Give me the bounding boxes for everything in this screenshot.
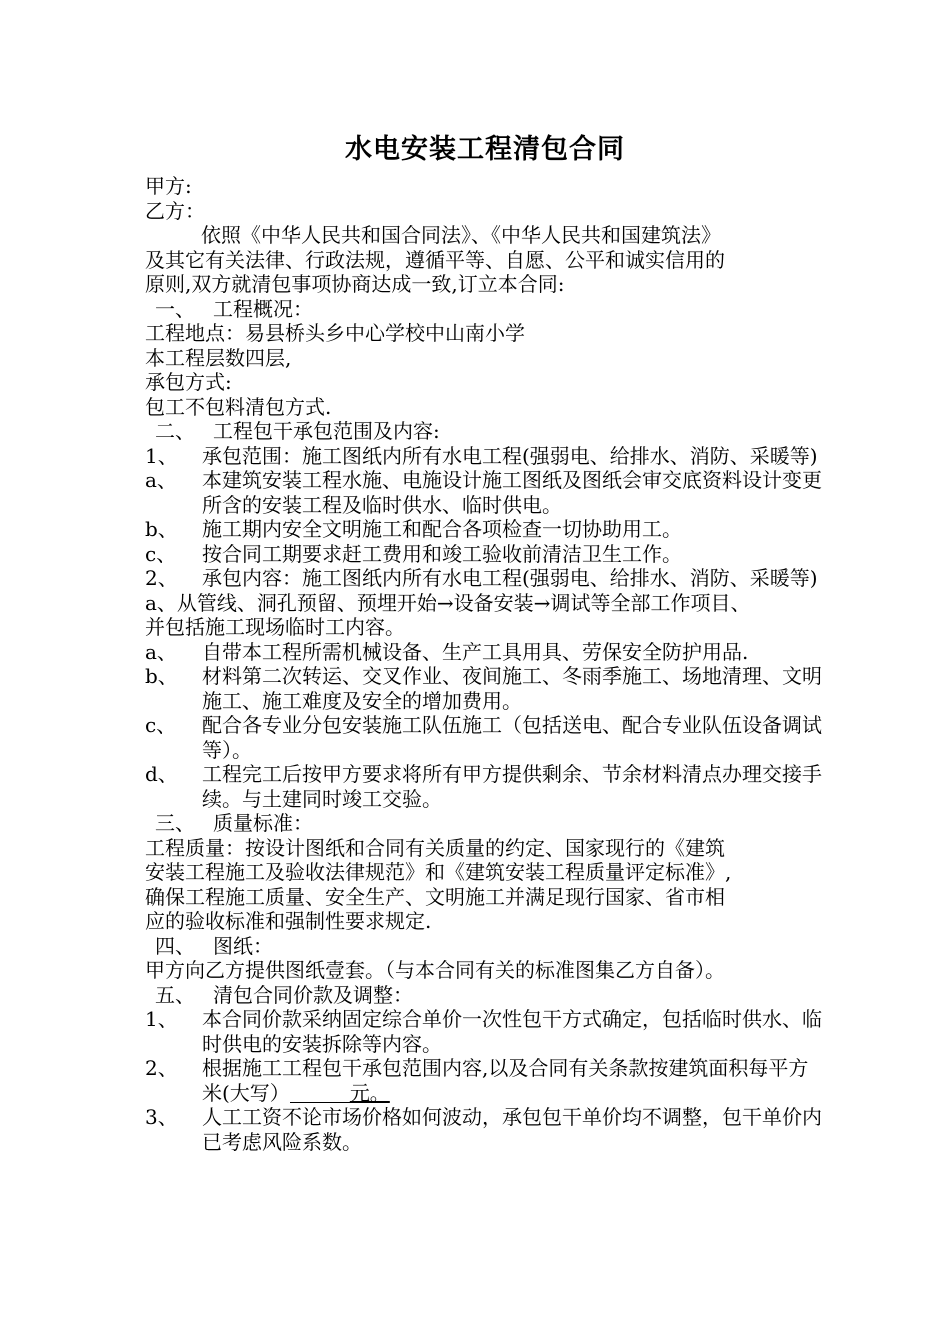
list-item — [145, 762, 825, 811]
list-text: 承包内容：施工图纸内所有水电工程(强弱电、给排水、消防、采暖等) — [202, 566, 818, 590]
body-line: 并包括施工现场临时工内容。 — [145, 615, 405, 639]
party-a-line: 甲方: — [145, 174, 192, 198]
body-line: 工程地点：易县桥头乡中心学校中山南小学 — [145, 321, 525, 345]
section-number: 五、 — [155, 982, 195, 1007]
list-item — [145, 664, 825, 713]
list-item — [145, 1007, 825, 1056]
list-text: 人工工资不论市场价格如何波动，承包包干单价均不调整，包干单价内已考虑风险系数。 — [202, 1105, 822, 1154]
list-item — [145, 517, 825, 542]
party-b-line: 乙方： — [145, 198, 205, 223]
section-heading — [145, 983, 825, 1008]
section-number: 四、 — [155, 933, 195, 958]
section-number: 一、 — [155, 296, 195, 321]
list-text: 工程完工后按甲方要求将所有甲方提供剩余、节余材料清点办理交接手续。与土建同时竣工交验。 — [202, 762, 822, 811]
list-text: 自带本工程所需机械设备、生产工具用具、劳保安全防护用品. — [202, 639, 749, 664]
section-title: 清包合同价款及调整： — [213, 982, 413, 1007]
section-heading — [145, 811, 825, 836]
list-text: 施工期内安全文明施工和配合各项检查一切协助用工。 — [202, 517, 682, 541]
body-line: 承包方式: — [145, 370, 232, 394]
contract-body — [145, 128, 825, 1154]
list-marker: c、 — [145, 541, 177, 566]
list-marker: 1、 — [145, 1007, 178, 1031]
list-text: 配合各专业分包安装施工队伍施工（包括送电、配合专业队伍设备调试等）。 — [202, 713, 822, 762]
section-number: 二、 — [155, 419, 195, 443]
list-item — [145, 1105, 825, 1154]
preamble-line: 及其它有关法律、行政法规，遵循平等、自愿、公平和诚实信用的 — [145, 247, 725, 272]
section-heading — [145, 297, 825, 322]
section-title: 工程概况： — [213, 296, 313, 321]
page-title: 水电安装工程清包合同 — [345, 134, 625, 165]
list-marker: d、 — [145, 762, 178, 786]
list-item — [145, 640, 825, 665]
section-heading — [145, 934, 825, 959]
list-marker: b、 — [145, 517, 178, 541]
list-item — [145, 713, 825, 762]
list-text: 本建筑安装工程水施、电施设计施工图纸及图纸会审交底资料设计变更所含的安装工程及临时供水、临时供电。 — [202, 468, 822, 517]
section-number: 三、 — [155, 811, 195, 835]
body-line: 工程质量：按设计图纸和合同有关质量的约定、国家现行的《建筑 — [145, 835, 725, 860]
list-item — [145, 542, 825, 567]
section-title: 图纸： — [213, 933, 273, 958]
list-marker: 2、 — [145, 566, 178, 590]
section-title: 工程包干承包范围及内容: — [213, 419, 440, 443]
list-marker: a、 — [145, 468, 177, 492]
preamble-line: 依照《中华人民共和国合同法》、《中华人民共和国建筑法》 — [201, 223, 721, 247]
body-line: 包工不包料清包方式. — [145, 394, 332, 419]
body-line: 应的验收标准和强制性要求规定. — [145, 909, 432, 933]
list-item — [145, 444, 825, 469]
body-line: 甲方向乙方提供图纸壹套。（与本合同有关的标准图集乙方自备）。 — [145, 958, 725, 982]
list-text: 本合同价款采纳固定综合单价一次性包干方式确定，包括临时供水、临时供电的安装拆除等内容。 — [202, 1007, 822, 1056]
list-item — [145, 468, 825, 517]
list-marker: 2、 — [145, 1056, 178, 1080]
price-unit: 元。 — [349, 1080, 390, 1105]
list-marker: a、 — [145, 639, 177, 664]
price-blank — [290, 1084, 350, 1103]
body-line: 确保工程施工质量、安全生产、文明施工并满足现行国家、省市相 — [145, 884, 725, 909]
list-item — [145, 1056, 825, 1105]
preamble-line: 原则,双方就清包事项协商达成一致,订立本合同: — [145, 272, 565, 296]
list-text: 承包范围：施工图纸内所有水电工程(强弱电、给排水、消防、采暖等) — [202, 443, 818, 468]
body-line: a、从管线、洞孔预留、预埋开始→设备安装→调试等全部工作项目、 — [145, 590, 751, 615]
list-text: 材料第二次转运、交叉作业、夜间施工、冬雨季施工、场地清理、文明施工、施工难度及安全的增加费用。 — [202, 664, 822, 713]
body-line: 本工程层数四层, — [145, 345, 292, 370]
section-title: 质量标准： — [213, 811, 313, 835]
section-heading — [145, 419, 825, 444]
price-clause-text: 根据施工工程包干承包范围内容,以及合同有关条款按建筑面积每平方米(大写） — [202, 1056, 809, 1105]
list-text: 按合同工期要求赶工费用和竣工验收前清洁卫生工作。 — [202, 541, 682, 566]
list-marker: c、 — [145, 713, 177, 737]
list-text — [202, 1056, 825, 1105]
list-item — [145, 566, 825, 591]
list-marker: 1、 — [145, 443, 178, 468]
list-marker: b、 — [145, 664, 178, 688]
list-marker: 3、 — [145, 1105, 178, 1129]
body-line: 安装工程施工及验收法律规范》和《建筑安装工程质量评定标准》, — [145, 860, 732, 884]
